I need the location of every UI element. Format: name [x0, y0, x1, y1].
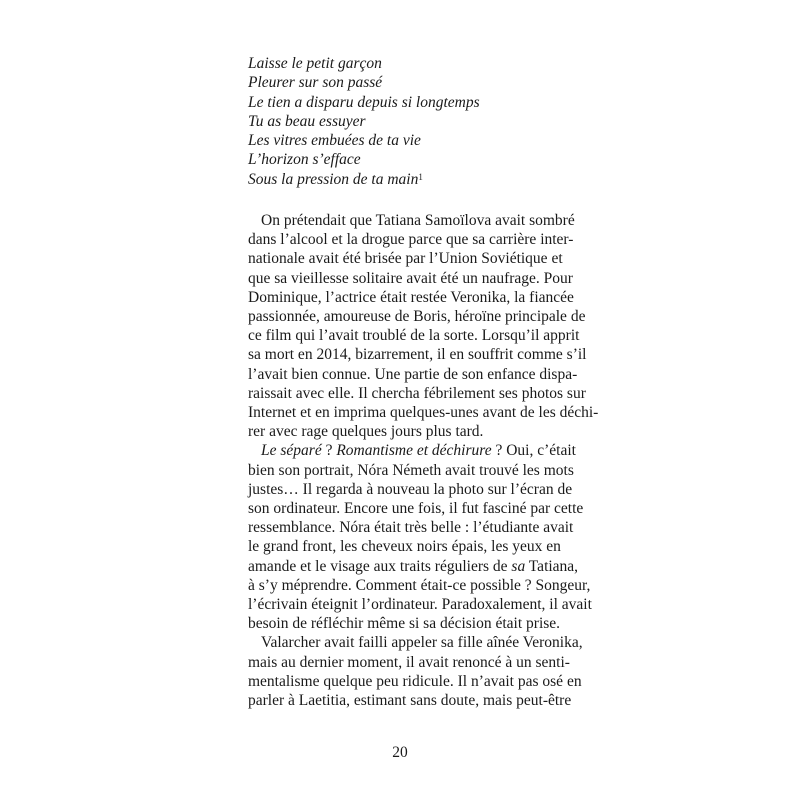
text-line: sa mort en 2014, bizarrement, il en souffrit comme s’il — [248, 346, 587, 364]
text-line — [248, 441, 576, 460]
text-line: On prétendait que Tatiana Samoïlova avait sombré — [261, 212, 575, 229]
text-line: rer avec rage quelques jours plus tard. — [248, 423, 484, 441]
poem-line: Les vitres embuées de ta vie — [248, 132, 421, 150]
text-line: mais au dernier moment, il avait renoncé à un senti- — [248, 653, 570, 671]
italic-word: sa — [511, 557, 526, 575]
italic-title: Le séparé — [261, 442, 322, 460]
text-line: parler à Laetitia, estimant sans doute, mais peut-être — [248, 692, 572, 710]
text-line: son ordinateur. Encore une fois, il fut fasciné par cette — [248, 500, 584, 518]
text-line: Internet et en imprima quelques-unes avant de les déchi- — [248, 404, 599, 422]
text-line: bien son portrait, Nóra Németh avait trouvé les mots — [248, 461, 574, 479]
text-line: l’écrivain éteignit l’ordinateur. Paradoxalement, il avait — [248, 596, 592, 614]
paragraph-1 — [248, 211, 599, 441]
text-line: ce film qui l’avait troublé de la sorte. Lorsqu’il apprit — [248, 327, 580, 345]
text-line: raissait avec elle. Il chercha fébrilement ses photos sur — [248, 384, 586, 402]
text-fragment: amande et le visage aux traits réguliers de — [248, 557, 512, 575]
poem-line-text: Sous la pression de ta main — [248, 170, 419, 188]
text-line: ressemblance. Nóra était très belle : l’étudiante avait — [248, 519, 574, 537]
paragraph-2 — [248, 441, 592, 633]
text-line: dans l’alcool et la drogue parce que sa carrière inter- — [248, 231, 574, 249]
text-line: nationale avait été brisée par l’Union Soviétique et — [248, 250, 563, 268]
text-line: l’avait bien connue. Une partie de son enfance dispa- — [248, 365, 578, 383]
poem-line: Tu as beau essuyer — [248, 112, 366, 130]
text-line: Valarcher avait failli appeler sa fille aînée Veronika, — [261, 634, 583, 652]
text-line: le grand front, les cheveux noirs épais, les yeux en — [248, 538, 561, 556]
text-line: à s’y méprendre. Comment était-ce possible ? Songeur, — [248, 576, 591, 594]
poem-line: Laisse le petit garçon — [248, 55, 382, 72]
text-fragment: ? — [321, 442, 337, 460]
paragraph-3 — [248, 633, 583, 710]
text-line: besoin de réfléchir même si sa décision était prise. — [248, 615, 561, 633]
poem-line: Le tien a disparu depuis si longtemps — [248, 93, 480, 111]
text-fragment: Tatiana, — [525, 557, 579, 575]
text-line: mentalisme quelque peu ridicule. Il n’avait pas osé en — [248, 672, 582, 690]
poem-line — [248, 170, 648, 189]
poem-line: L’horizon s’efface — [248, 151, 361, 169]
text-line: Dominique, l’actrice était restée Veronika, la fiancée — [248, 288, 574, 306]
text-line: passionnée, amoureuse de Boris, héroïne principale de — [248, 308, 586, 326]
text-line: que sa vieillesse solitaire avait été un naufrage. Pour — [248, 269, 573, 287]
text-fragment: ? Oui, c’était — [491, 442, 576, 460]
poem-epigraph — [248, 54, 648, 189]
poem-line: Pleurer sur son passé — [248, 74, 383, 92]
italic-title: Romantisme et déchirure — [336, 442, 492, 460]
footnote-mark: 1 — [418, 171, 423, 182]
text-line: justes… Il regarda à nouveau la photo sur l’écran de — [248, 480, 573, 498]
page-number: 20 — [392, 744, 408, 761]
body-text — [248, 211, 599, 710]
text-line — [248, 557, 579, 576]
